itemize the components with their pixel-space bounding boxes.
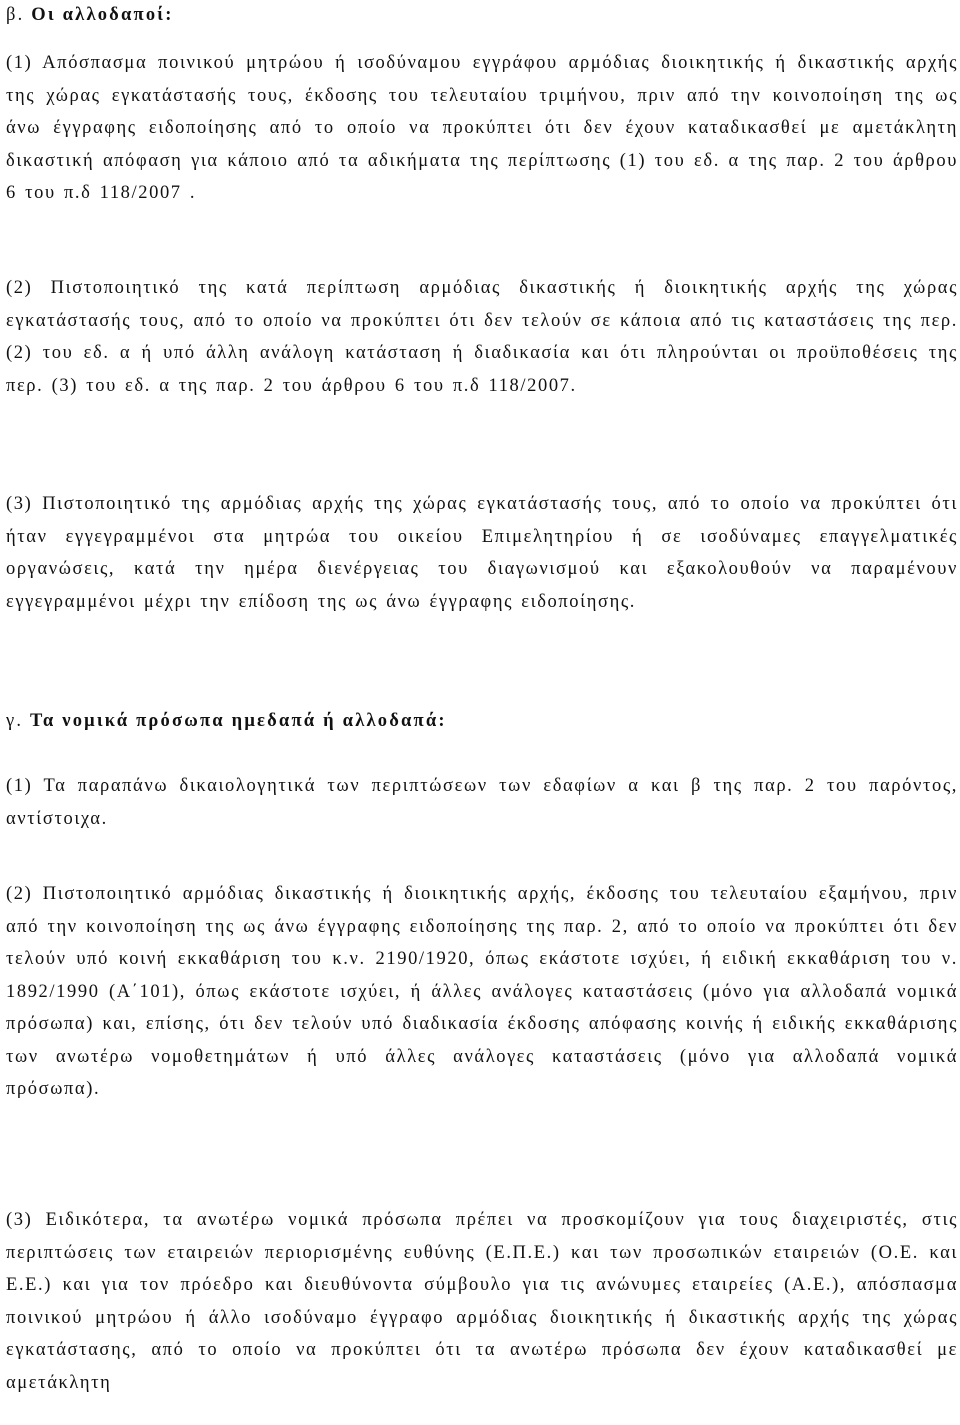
section-g-paragraph-2: (2) Πιστοποιητικό αρμόδιας δικαστικής ή διοικητικής αρχής, έκδοσης του τελευταίου εξαμήνου, πριν από την κοινοποίηση της ως άνω έγγραφης ειδοποίησης της παρ. 2, από το οποίο να προκύπτει ότι δεν τελούν υπό κοινή εκκαθάριση του κ.ν. 2190/1920, όπως εκάστοτε ισχύει, ή ειδική εκκαθάριση του ν. 1892/1990 (Α΄101), όπως εκάστοτε ισχύει, ή άλλες ανάλογες καταστάσεις (μόνο για αλλοδαπά νομικά πρόσωπα) και, επίσης, ότι δεν τελούν υπό διαδικασία έκδοσης απόφασης κοινής ή ειδικής εκκαθάρισης των ανωτέρω νομοθετημάτων ή υπό άλλες ανάλογες καταστάσεις (μόνο για αλλοδαπά νομικά πρόσωπα). (6, 884, 958, 1099)
section-b-heading (6, 0, 174, 30)
section-g-prefix: γ. (6, 711, 24, 731)
section-g-title: Τα νομικά πρόσωπα ημεδαπά ή αλλοδαπά: (30, 711, 447, 731)
section-b-paragraph-2: (2) Πιστοποιητικό της κατά περίπτωση αρμόδιας δικαστικής ή διοικητικής αρχής της χώρας εγκατάστασής τους, από το οποίο να προκύπτει ότι δεν τελούν σε κάποια από τις καταστάσεις της περ. (2) του εδ. α ή υπό άλλη ανάλογη κατάσταση ή διαδικασία και ότι πληρούνται οι προϋποθέσεις της περ. (3) του εδ. α της παρ. 2 του άρθρου 6 του π.δ 118/2007. (6, 278, 958, 396)
section-g-paragraph-1: (1) Τα παραπάνω δικαιολογητικά των περιπτώσεων των εδαφίων α και β της παρ. 2 του παρόντος, αντίστοιχα. (6, 776, 958, 829)
section-g-heading (6, 706, 447, 736)
section-b-paragraph-1: (1) Απόσπασμα ποινικού μητρώου ή ισοδύναμου εγγράφου αρμόδιας διοικητικής ή δικαστικής αρχής της χώρας εγκατάστασής τους, έκδοσης του τελευταίου τριμήνου, πριν από την κοινοποίηση της ως άνω έγγραφης ειδοποίησης από το οποίο να προκύπτει ότι δεν έχουν καταδικασθεί με αμετάκλητη δικαστική απόφαση για κάποιο από τα αδικήματα της περίπτωσης (1) του εδ. α της παρ. 2 του άρθρου 6 του π.δ 118/2007 . (6, 53, 958, 203)
section-b-prefix: β. (6, 5, 25, 25)
section-g-paragraph-3: (3) Ειδικότερα, τα ανωτέρω νομικά πρόσωπα πρέπει να προσκομίζουν για τους διαχειριστές, στις περιπτώσεις των εταιρειών περιορισμένης ευθύνης (Ε.Π.Ε.) και των προσωπικών εταιρειών (Ο.Ε. και Ε.Ε.) και για τον πρόεδρο και διευθύνοντα σύμβουλο για τις ανώνυμες εταιρείες (Α.Ε.), απόσπασμα ποινικού μητρώου ή άλλο ισοδύναμο έγγραφο αρμόδιας διοικητικής ή δικαστικής αρχής της χώρας εγκατάστασης, από το οποίο να προκύπτει ότι τα ανωτέρω πρόσωπα δεν έχουν καταδικασθεί με αμετάκλητη (6, 1210, 958, 1393)
section-b-title: Οι αλλοδαποί: (31, 5, 174, 25)
section-b-paragraph-3: (3) Πιστοποιητικό της αρμόδιας αρχής της χώρας εγκατάστασής τους, από το οποίο να προκύπτει ότι ήταν εγγεγραμμένοι στα μητρώα του οικείου Επιμελητηρίου ή σε ισοδύναμες επαγγελματικές οργανώσεις, κατά την ημέρα διενέργειας του διαγωνισμού και εξακολουθούν να παραμένουν εγγεγραμμένοι μέχρι την επίδοση της ως άνω έγγραφης ειδοποίησης. (6, 494, 958, 612)
